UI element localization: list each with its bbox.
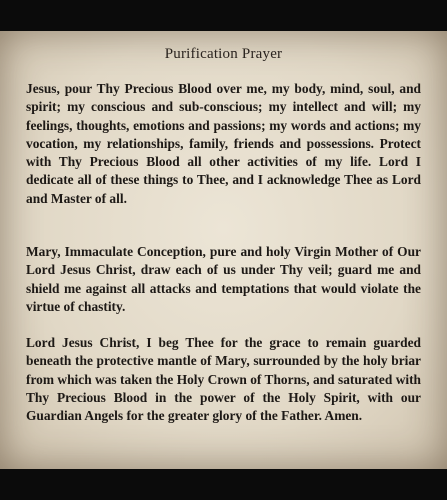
book-page [0,31,447,469]
prayer-paragraph-1: Jesus, pour Thy Precious Blood over me, my body, mind, soul, and spirit; my conscious and sub-conscious; my intellect and will; my feelings, thoughts, emotions and passions; my words and actions; my vocation, my relationships, family, friends and possessions. Protect with Thy Precious Blood all other activities of my life. Lord I dedicate all of these things to Thee, and I acknowledge Thee as Lord and Master of all. [26,81,421,206]
prayer-paragraph-3: Lord Jesus Christ, I beg Thee for the grace to remain guarded beneath the protective mantle of Mary, surrounded by the holy briar from which was taken the Holy Crown of Thorns, and saturated with Thy Precious Blood in the power of the Holy Spirit, with our Guardian Angels for the greater glory of the Father. Amen. [26,335,421,424]
prayer-paragraph-2: Mary, Immaculate Conception, pure and holy Virgin Mother of Our Lord Jesus Christ, draw each of us under Thy veil; guard me and shield me against all attacks and temptations that would violate the virtue of chastity. [26,244,421,314]
page-title: Purification Prayer [164,46,283,62]
